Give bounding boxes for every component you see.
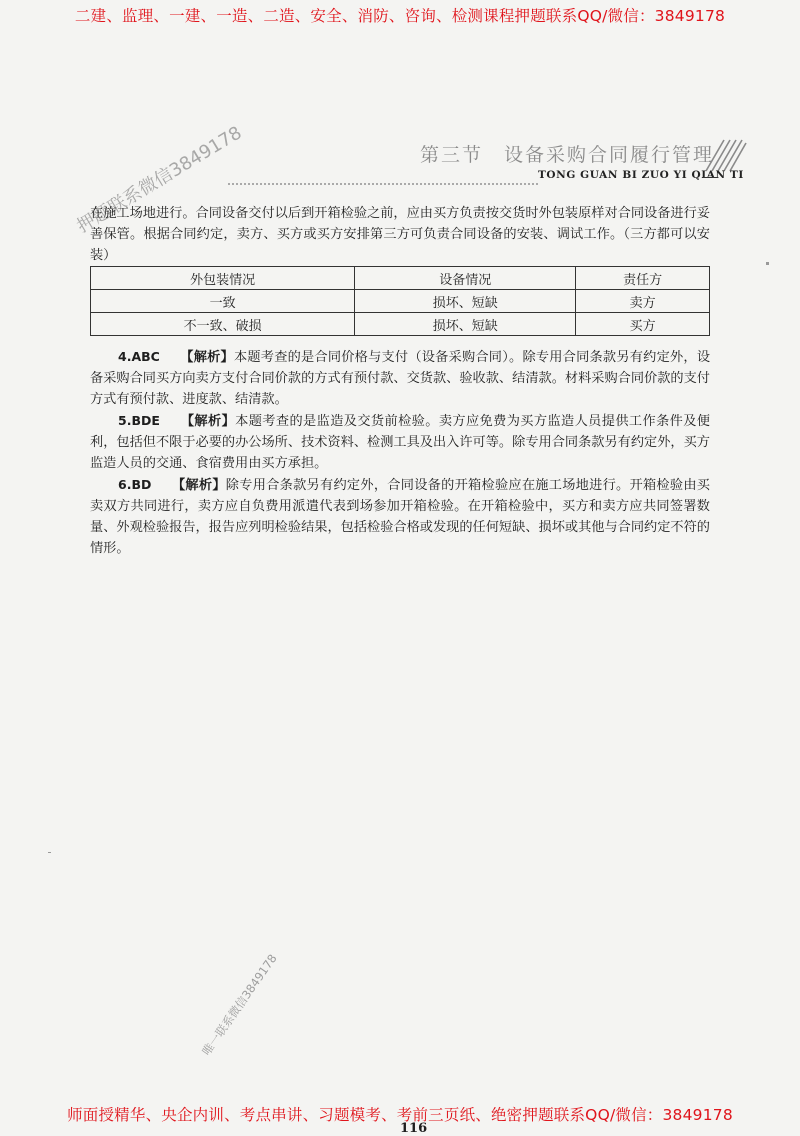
bottom-promo-banner: 师面授精华、央企内训、考点串讲、习题模考、考前三页纸、绝密押题联系QQ/微信：3849178 — [67, 1106, 733, 1124]
chapter-title: 第三节 设备采购合同履行管理 — [420, 144, 715, 166]
table-row — [91, 290, 710, 313]
header-equipment: 设备情况 — [355, 267, 576, 290]
scan-speck — [48, 852, 51, 853]
answer-5-text: 本题考查的是监造及交货前检验。卖方应免费为买方监造人员提供工作条件及便利，包括但不限于必要的办公场所、技术资料、检测工具及出入许可等。除专用合同条款另有约定外，买方监造人员的交通、食宿费用由买方承担。 — [90, 414, 710, 471]
table-cell: 卖方 — [576, 290, 710, 313]
answer-5-number: 5.BDE — [118, 413, 160, 428]
table-cell: 损坏、短缺 — [355, 313, 576, 336]
answer-6-tag: 【解析】 — [178, 478, 226, 493]
table-cell: 损坏、短缺 — [355, 290, 576, 313]
answer-6-number: 6.BD — [118, 477, 152, 492]
header-pinyin-dash — [702, 177, 718, 178]
answer-6-text: 除专用合条款另有约定外，合同设备的开箱检验应在施工场地进行。开箱检验由买卖双方共同进行，卖方应自负费用派遣代表到场参加开箱检验。在开箱检验中，买方和卖方应共同签署数量、外观检验报告，报告应列明检验结果，包括检验合格或发现的任何短缺、损坏或其他与合同约定不符的情形。 — [90, 478, 710, 556]
watermark-bottom: 唯一联系微信3849178 — [199, 951, 280, 1059]
answer-6 — [90, 474, 710, 559]
answer-4-number: 4.ABC — [118, 349, 160, 364]
table-cell: 买方 — [576, 313, 710, 336]
table-header-row — [91, 267, 710, 290]
paragraph-intro: 在施工场地进行。合同设备交付以后到开箱检验之前，应由买方负责按交货时外包装原样对合同设备进行妥善保管。根据合同约定，卖方、买方或买方安排第三方可负责合同设备的安装、调试工作。（三方都可以安装） — [90, 206, 710, 263]
table-row — [91, 313, 710, 336]
header-responsible: 责任方 — [576, 267, 710, 290]
answer-5-tag: 【解析】 — [187, 414, 236, 429]
header-pinyin: TONG GUAN BI ZUO YI QIAN TI — [538, 169, 744, 181]
table-cell: 不一致、破损 — [91, 313, 355, 336]
header-hatch-decoration — [700, 138, 748, 172]
table-cell: 一致 — [91, 290, 355, 313]
header-dotted-rule — [228, 183, 538, 185]
answer-5 — [90, 410, 710, 474]
watermark-top: 押题联系微信3849178 — [73, 122, 246, 238]
answer-4-tag: 【解析】 — [186, 350, 234, 365]
page-number: 116 — [400, 1121, 428, 1136]
scan-speck — [766, 262, 769, 265]
answer-4 — [90, 346, 710, 410]
top-promo-banner: 二建、监理、一建、一造、二造、安全、消防、咨询、检测课程押题联系QQ/微信：3849178 — [74, 7, 726, 25]
responsibility-table — [90, 266, 710, 336]
answer-4-text: 本题考查的是合同价格与支付（设备采购合同）。除专用合同条款另有约定外，设备采购合同买方向卖方支付合同价款的方式有预付款、交货款、验收款、结清款。材料采购合同价款的支付方式有预付款、进度款、结清款。 — [90, 350, 711, 407]
header-packaging: 外包装情况 — [91, 267, 355, 290]
